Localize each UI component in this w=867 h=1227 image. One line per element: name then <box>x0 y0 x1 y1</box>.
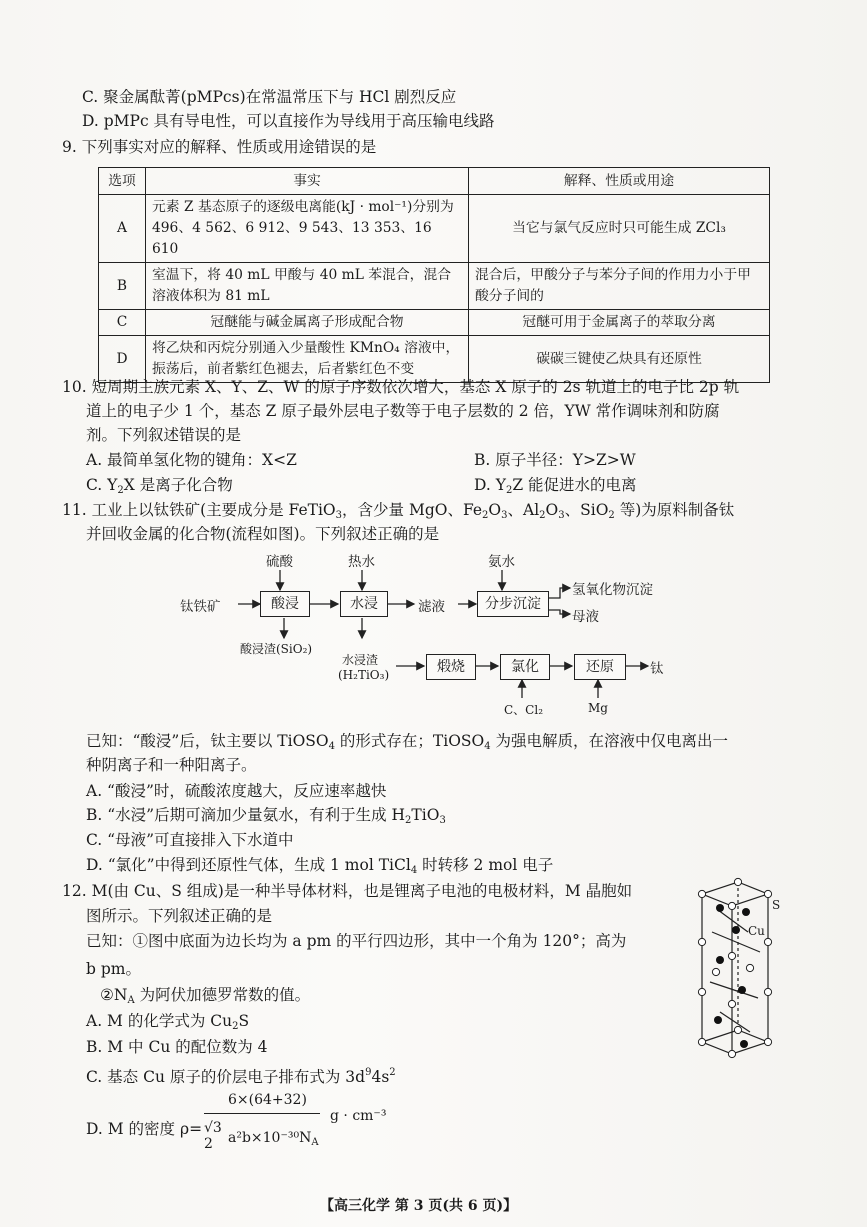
row-fact: 冠醚能与碱金属离子形成配合物 <box>146 310 469 336</box>
flowchart-arrows <box>180 548 680 718</box>
q9-table <box>98 167 770 383</box>
row-fact: 将乙炔和丙烷分别通入少量酸性 KMnO₄ 溶液中，振荡后，前者紫红色褪去，后者紫红色不变 <box>146 336 469 383</box>
label-acid-residue: 酸浸渣(SiO₂) <box>240 642 313 656</box>
q10-option-d: D. $Y_2Z$ 能促进水的电离 <box>474 476 637 496</box>
q12-known-line1: 已知：①图中底面为边长均为 a pm 的平行四边形，其中一个角为 120°；高为 <box>86 932 627 950</box>
table-header-option: 选项 <box>99 168 146 195</box>
label-mother-liquor: 母液 <box>572 609 599 625</box>
table-row <box>99 263 770 310</box>
row-option: D <box>99 336 146 383</box>
label-water-residue: 水浸渣 <box>342 653 379 667</box>
q11-option-b: B. “水浸”后期可滴加少量氨水，有利于生成 $H_2TiO_3$ <box>86 806 446 826</box>
page-footer: 【高三化学 第 3 页(共 6 页)】 <box>320 1198 518 1214</box>
label-filtrate: 滤液 <box>418 599 445 615</box>
q8-option-c: C. 聚金属酞菁(pMPcs)在常温常压下与 HCl 剧烈反应 <box>82 88 457 106</box>
q10-option-c: C. $Y_2X$ 是离子化合物 <box>86 476 233 496</box>
q10-stem-line1: 10. 短周期主族元素 X、Y、Z、W 的原子序数依次增大，基态 X 原子的 2s 轨道上的电子比 2p 轨 <box>62 378 740 396</box>
label-s: S <box>772 898 781 912</box>
row-explanation: 当它与氯气反应时只可能生成 ZCl₃ <box>469 195 770 263</box>
q12-known-line3: $②N_A$ 为阿伏加德罗常数的值。 <box>100 986 311 1006</box>
label-cu: Cu <box>748 924 765 938</box>
box-acid-leach: 酸浸 <box>260 591 310 617</box>
row-option: C <box>99 310 146 336</box>
q12-option-b: B. M 中 Cu 的配位数为 4 <box>86 1038 268 1056</box>
label-c-cl2: C、Cl₂ <box>504 703 544 717</box>
row-explanation: 碳碳三键使乙炔具有还原性 <box>469 336 770 383</box>
box-chlorination: 氯化 <box>500 654 550 680</box>
q12-option-d: D. M 的密度 ρ= <box>86 1120 203 1138</box>
formula-sqrt3-over-2: √3 2 <box>204 1120 222 1152</box>
row-option: B <box>99 263 146 310</box>
q10-option-a: A. 最简单氢化物的键角：X<Z <box>86 451 297 469</box>
row-explanation: 混合后，甲酸分子与苯分子间的作用力小于甲酸分子间的 <box>469 263 770 310</box>
q11-stem-line2: 并回收金属的化合物(流程如图)。下列叙述正确的是 <box>86 525 440 543</box>
q11-option-d: D. “氯化”中得到还原性气体，生成 1 mol TiCl$_4$ 时转移 2 mol 电子 <box>86 856 554 876</box>
q11-known-line1: 已知：“酸浸”后，钛主要以 TiOSO$_4$ 的形式存在；TiOSO$_4$ 为强电解质，在溶液中仅电离出一 <box>86 732 729 752</box>
box-stepwise-precipitation: 分步沉淀 <box>477 591 549 617</box>
q11-known-line2: 种阴离子和一种阳离子。 <box>86 756 257 774</box>
fraction-bar <box>204 1113 320 1114</box>
row-fact: 室温下，将 40 mL 甲酸与 40 mL 苯混合，混合溶液体积为 81 mL <box>146 263 469 310</box>
q8-option-d: D. pMPc 具有导电性，可以直接作为导线用于高压输电线路 <box>82 112 495 130</box>
q12-stem-line2: 图所示。下列叙述正确的是 <box>86 907 273 925</box>
label-hot-water: 热水 <box>348 554 375 570</box>
formula-numerator: 6×(64+32) <box>228 1092 307 1108</box>
table-row <box>99 195 770 263</box>
row-fact: 元素 Z 基态原子的逐级电离能(kJ · mol⁻¹)分别为 496、4 562、6 912、9 543、13 353、16 610 <box>146 195 469 263</box>
q12-stem-line1: 12. M(由 Cu、S 组成)是一种半导体材料，也是锂离子电池的电极材料，M 晶胞如 <box>62 882 633 900</box>
q10-option-b: B. 原子半径：Y>Z>W <box>474 451 636 469</box>
q11-stem-line1: 11. 工业上以钛铁矿(主要成分是 FeTiO$_3$，含少量 MgO、$Fe_2O_3$、$Al_2O_3$、SiO$_2$ 等)为原料制备钛 <box>62 501 735 521</box>
q12-known-line2: b pm。 <box>86 960 141 978</box>
table-header-explanation: 解释、性质或用途 <box>469 168 770 195</box>
q12-option-c: C. 基态 Cu 原子的价层电子排布式为 $3d^94s^2$ <box>86 1067 396 1086</box>
label-ore: 钛铁矿 <box>180 599 221 615</box>
q12-option-a: A. M 的化学式为 $Cu_2S$ <box>86 1012 250 1032</box>
label-titanium: 钛 <box>650 661 664 677</box>
row-explanation: 冠醚可用于金属离子的萃取分离 <box>469 310 770 336</box>
crystal-cell-diagram <box>690 872 790 1072</box>
box-reduction: 还原 <box>574 654 626 680</box>
label-water-residue-formula: (H₂TiO₃) <box>338 668 390 682</box>
box-water-leach: 水浸 <box>340 591 388 617</box>
q9-stem: 9. 下列事实对应的解释、性质或用途错误的是 <box>62 138 377 156</box>
label-ammonia: 氨水 <box>488 554 515 570</box>
label-sulfuric-acid: 硫酸 <box>266 554 293 570</box>
label-mg: Mg <box>588 701 608 715</box>
process-flowchart <box>180 548 680 718</box>
q10-stem-line2: 道上的电子少 1 个，基态 Z 原子最外层电子数等于电子层数的 2 倍，YW 常作调味剂和防腐 <box>86 402 720 420</box>
formula-denominator: $a^2b\times 10^{-30}N_A$ <box>228 1130 319 1148</box>
q10-stem-line3: 剂。下列叙述错误的是 <box>86 426 242 444</box>
table-header-fact: 事实 <box>146 168 469 195</box>
label-hydroxide-precipitate: 氢氧化物沉淀 <box>572 582 653 598</box>
table-row <box>99 310 770 336</box>
box-calcination: 煅烧 <box>426 654 476 680</box>
row-option: A <box>99 195 146 263</box>
formula-unit: g · cm⁻³ <box>330 1108 387 1124</box>
q11-option-c: C. “母液”可直接排入下水道中 <box>86 831 294 849</box>
q11-option-a: A. “酸浸”时，硫酸浓度越大，反应速率越快 <box>86 782 387 800</box>
